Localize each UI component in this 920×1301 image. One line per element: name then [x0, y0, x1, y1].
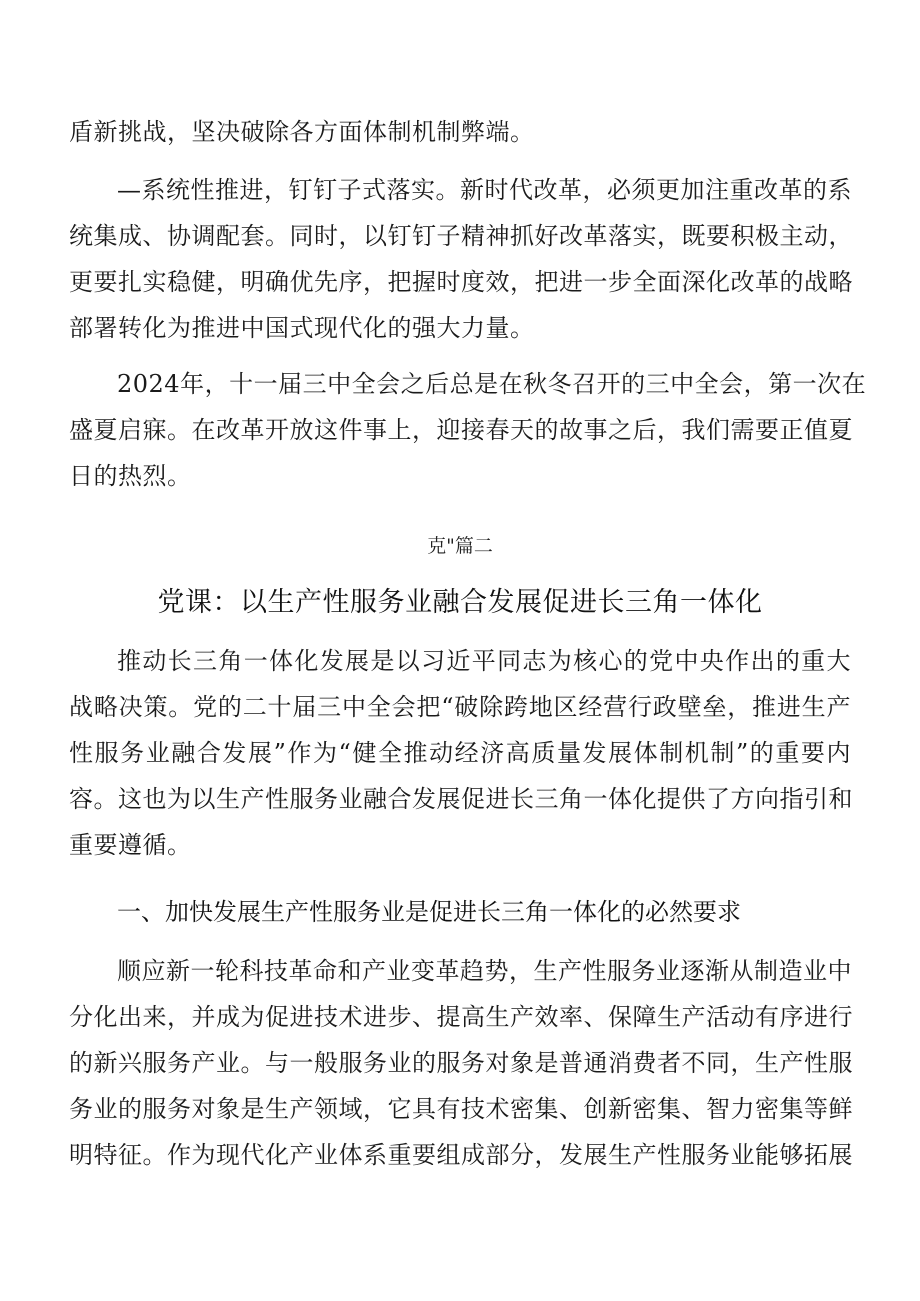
paragraph-line: 明特征。作为现代化产业体系重要组成部分，发展生产性服务业能够拓展 [69, 1141, 853, 1169]
paragraph-line: 日的热烈。 [69, 462, 192, 490]
section-heading: 一、加快发展生产性服务业是促进长三角一体化的必然要求 [117, 898, 741, 926]
article-title: 党课：以生产性服务业融合发展促进长三角一体化 [157, 587, 763, 618]
paragraph-line: 盾新挑战，坚决破除各方面体制机制弊端。 [69, 118, 535, 146]
paragraph-line: 顺应新一轮科技革命和产业变革趋势，生产性服务业逐渐从制造业中 [117, 957, 852, 985]
section-label: 克"篇二 [427, 535, 493, 557]
paragraph-line: 分化出来，并成为促进技术进步、提高生产效率、保障生产活动有序进行 [69, 1003, 853, 1031]
paragraph-line: 战略决策。党的二十届三中全会把“破除跨地区经营行政壁垒，推进生产 [69, 693, 851, 721]
paragraph-line: 的新兴服务产业。与一般服务业的服务对象是普通消费者不同，生产性服 [69, 1049, 853, 1077]
paragraph-line: 推动长三角一体化发展是以习近平同志为核心的党中央作出的重大 [117, 647, 851, 675]
paragraph-line: 统集成、协调配套。同时，以钉钉子精神抓好改革落实，既要积极主动， [69, 222, 853, 250]
paragraph-line: 务业的服务对象是生产领域，它具有技术密集、创新密集、智力密集等鲜 [69, 1095, 853, 1123]
paragraph-line: —系统性推进，钉钉子式落实。新时代改革，必须更加注重改革的系 [117, 176, 852, 204]
paragraph-line: 重要遵循。 [69, 831, 192, 859]
paragraph-line: 部署转化为推进中国式现代化的强大力量。 [69, 314, 535, 342]
paragraph-line: 盛夏启寐。在改革开放这件事上，迎接春天的故事之后，我们需要正值夏 [69, 416, 853, 444]
paragraph-line: 容。这也为以生产性服务业融合发展促进长三角一体化提供了方向指引和 [69, 785, 853, 813]
paragraph-line: 更要扎实稳健，明确优先序，把握时度效，把进一步全面深化改革的战略 [69, 268, 853, 296]
paragraph-line: 2024年，十一届三中全会之后总是在秋冬召开的三中全会，第一次在 [117, 370, 867, 398]
paragraph-line: 性服务业融合发展”作为“健全推动经济高质量发展体制机制”的重要内 [69, 739, 851, 767]
